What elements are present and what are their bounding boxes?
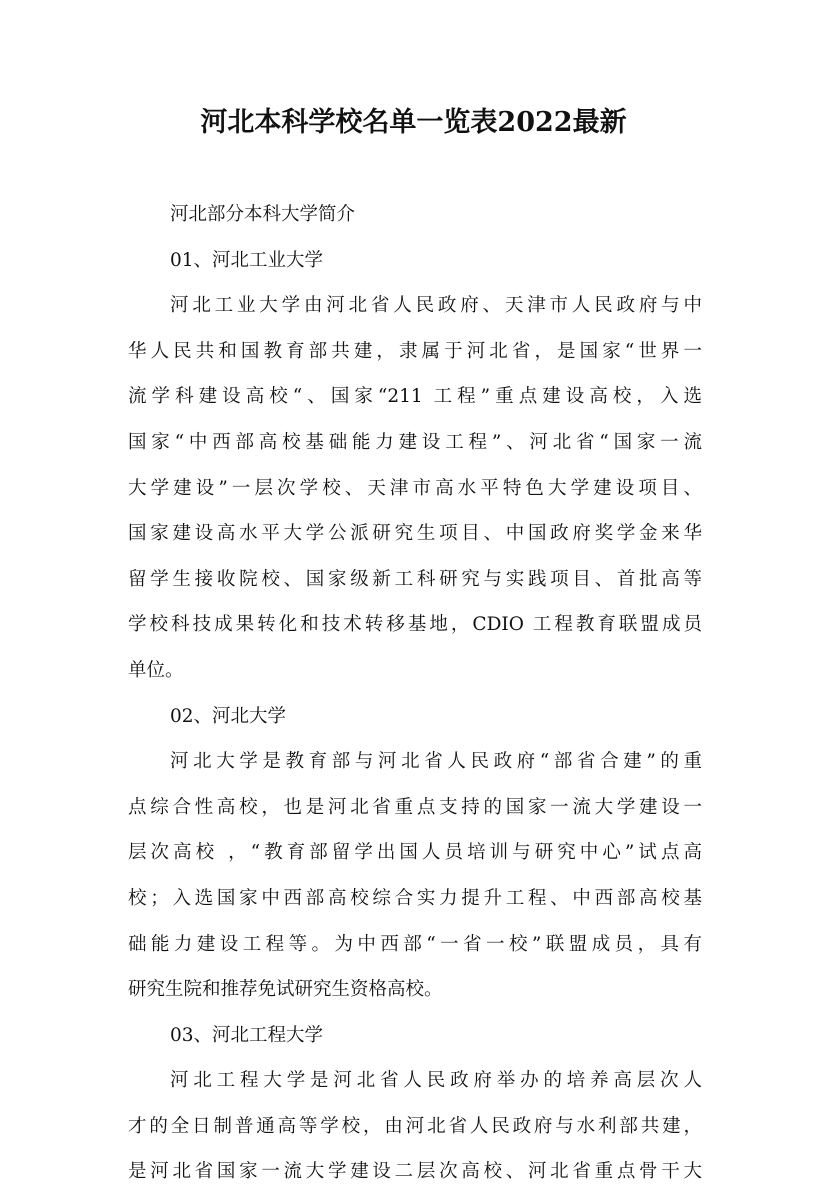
paragraph-line: 国家建设高水平大学公派研究生项目、中国政府奖学金来华	[128, 523, 702, 545]
paragraph-line: 河北大学是教育部与河北省人民政府“部省合建”的重	[170, 751, 702, 773]
paragraph-line: 研究生院和推荐免试研究生资格高校。	[128, 979, 443, 1001]
paragraph-line: 河北部分本科大学简介	[170, 204, 356, 225]
paragraph-line: 国家“中西部高校基础能力建设工程”、河北省“国家一流	[128, 431, 702, 453]
paragraph-line: 留学生接收院校、国家级新工科研究与实践项目、首批高等	[128, 568, 702, 590]
paragraph-line: 河北工业大学由河北省人民政府、天津市人民政府与中	[170, 295, 702, 317]
paragraph-line: 03、河北工程大学	[170, 1024, 324, 1046]
document-title: 河北本科学校名单一览表2022最新	[200, 107, 627, 138]
paragraph-line: 层次高校 ，“教育部留学出国人员培训与研究中心”试点高	[128, 842, 702, 864]
paragraph-line: 学校科技成果转化和技术转移基地，CDIO 工程教育联盟成员	[128, 614, 702, 636]
paragraph-line: 河北工程大学是河北省人民政府举办的培养高层次人	[170, 1070, 702, 1092]
paragraph-line: 是河北省国家一流大学建设二层次高校、河北省重点骨干大	[128, 1161, 702, 1183]
paragraph-line: 础能力建设工程等。为中西部“一省一校”联盟成员，具有	[128, 933, 702, 955]
paragraph-line: 01、河北工业大学	[170, 249, 324, 271]
paragraph-line: 华人民共和国教育部共建，隶属于河北省，是国家“世界一	[128, 340, 702, 362]
paragraph-line: 单位。	[128, 659, 184, 681]
paragraph-line: 校；入选国家中西部高校综合实力提升工程、中西部高校基	[128, 887, 702, 909]
paragraph-line: 02、河北大学	[170, 705, 287, 727]
document-body	[128, 192, 702, 1195]
paragraph-line: 点综合性高校，也是河北省重点支持的国家一流大学建设一	[128, 796, 702, 818]
paragraph-line: 流学科建设高校“、国家“211 工程”重点建设高校，入选	[128, 386, 702, 408]
paragraph-line: 才的全日制普通高等学校，由河北省人民政府与水利部共建，	[128, 1115, 702, 1137]
paragraph-line: 大学建设”一层次学校、天津市高水平特色大学建设项目、	[128, 477, 702, 499]
